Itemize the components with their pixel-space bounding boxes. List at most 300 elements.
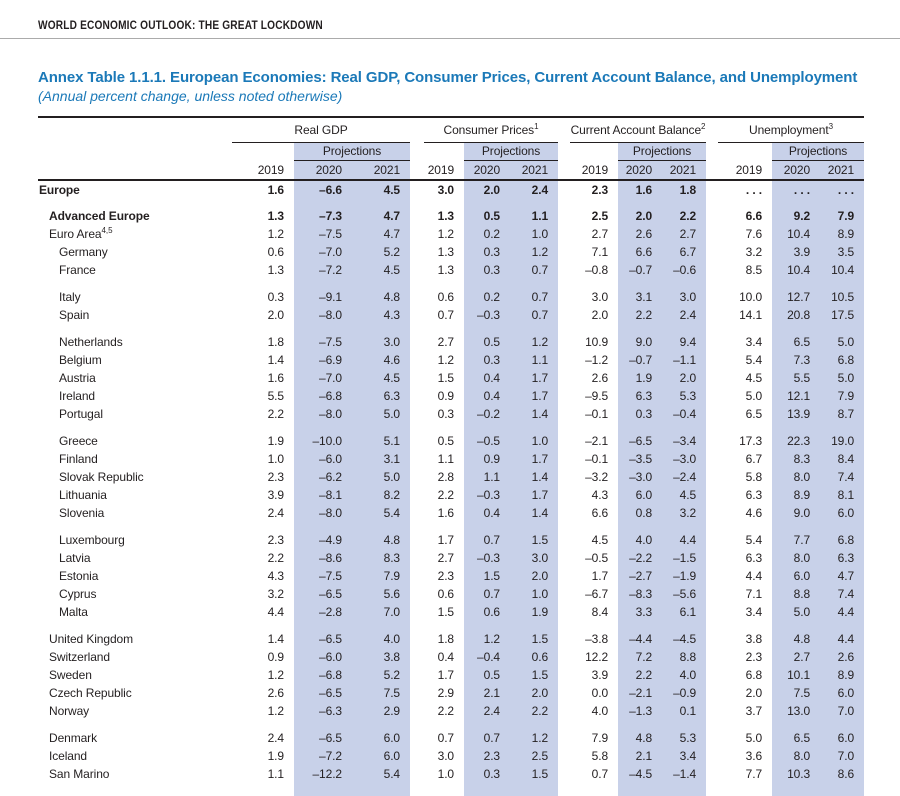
spacer [558, 369, 570, 387]
value-cell: –8.0 [294, 405, 352, 423]
country-label: Finland [59, 452, 98, 466]
highlight-band [772, 198, 864, 207]
value-cell: 13.0 [772, 702, 820, 720]
spacer [410, 522, 424, 531]
value-cell: 1.3 [267, 209, 284, 223]
value-cell: 4.5 [352, 261, 410, 279]
spacer [38, 423, 232, 432]
spacer [558, 333, 570, 351]
value-cell: –0.1 [585, 407, 609, 421]
value-cell: –2.4 [662, 468, 706, 486]
value-cell: 10.4 [772, 261, 820, 279]
spacer [424, 279, 464, 288]
spacer-row [38, 198, 864, 207]
spacer [706, 747, 718, 765]
spacer [558, 621, 570, 630]
spacer-row [38, 783, 864, 796]
value-cell: 7.4 [820, 585, 864, 603]
value-cell: 5.5 [267, 389, 284, 403]
value-cell: 2.4 [510, 180, 558, 198]
value-cell: 2.1 [618, 747, 662, 765]
value-cell: 2.0 [510, 567, 558, 585]
spacer [410, 567, 424, 585]
value-cell: 5.0 [352, 468, 410, 486]
highlight-band [618, 279, 706, 288]
year-cell: 2021 [662, 160, 706, 180]
highlight-band [294, 720, 410, 729]
value-cell: –1.9 [662, 567, 706, 585]
value-cell: 0.4 [464, 369, 510, 387]
year-cell: 2019 [570, 160, 618, 180]
spacer [718, 522, 772, 531]
header-divider [0, 38, 900, 39]
value-cell: 4.4 [267, 605, 284, 619]
value-cell: 1.9 [267, 434, 284, 448]
country-label: Advanced Europe [49, 209, 150, 223]
spacer [410, 160, 424, 180]
spacer [706, 684, 718, 702]
spacer [558, 630, 570, 648]
spacer [558, 261, 570, 279]
value-cell: 1.2 [437, 353, 455, 367]
country-label: San Marino [49, 767, 110, 781]
value-cell: 6.0 [618, 486, 662, 504]
table-row-portugal [38, 405, 864, 423]
value-cell: 0.7 [510, 306, 558, 324]
table-row-france [38, 261, 864, 279]
spacer [558, 243, 570, 261]
value-cell: 9.4 [662, 333, 706, 351]
group-header-unemployment: Unemployment$^3$ [718, 117, 864, 142]
country-label: Netherlands [59, 335, 123, 349]
spacer [410, 198, 424, 207]
value-cell: 10.4 [820, 261, 864, 279]
value-cell: –6.0 [294, 648, 352, 666]
highlight-band [294, 198, 410, 207]
value-cell: 0.7 [464, 729, 510, 747]
value-cell: 7.1 [745, 587, 763, 601]
value-cell: –6.5 [618, 432, 662, 450]
country-label: Europe [39, 182, 80, 197]
value-cell: 2.3 [267, 533, 284, 547]
spacer [706, 243, 718, 261]
spacer [410, 702, 424, 720]
value-cell: 1.9 [510, 603, 558, 621]
year-cell: 2019 [232, 160, 294, 180]
highlight-band [294, 783, 410, 796]
value-cell: 6.3 [745, 488, 763, 502]
table-row-europe [38, 180, 864, 198]
spacer [558, 666, 570, 684]
spacer [410, 351, 424, 369]
value-cell: 0.6 [464, 603, 510, 621]
value-cell: –0.7 [618, 261, 662, 279]
value-cell: –8.0 [294, 306, 352, 324]
value-cell: –8.3 [618, 585, 662, 603]
highlight-band [294, 324, 410, 333]
highlight-band [772, 522, 864, 531]
value-cell: –0.4 [464, 648, 510, 666]
spacer [558, 567, 570, 585]
value-cell: 2.3 [437, 569, 455, 583]
value-cell: 1.8 [662, 180, 706, 198]
value-cell: 0.6 [510, 648, 558, 666]
value-cell: –7.3 [294, 207, 352, 225]
spacer [558, 585, 570, 603]
value-cell: 22.3 [772, 432, 820, 450]
value-cell: 1.7 [510, 450, 558, 468]
table-row-greece [38, 432, 864, 450]
spacer [706, 783, 718, 796]
value-cell: . . . [772, 180, 820, 198]
value-cell: –7.2 [294, 261, 352, 279]
table-row-finland [38, 450, 864, 468]
value-cell: 5.8 [591, 749, 609, 763]
spacer [558, 160, 570, 180]
spacer [410, 243, 424, 261]
year-cell: 2020 [772, 160, 820, 180]
value-cell: 0.5 [464, 333, 510, 351]
value-cell: 8.8 [772, 585, 820, 603]
highlight-band [772, 279, 864, 288]
highlight-band [294, 423, 410, 432]
spacer [232, 198, 294, 207]
value-cell: 3.2 [267, 587, 284, 601]
highlight-band [294, 621, 410, 630]
value-cell: 5.8 [745, 470, 763, 484]
value-cell: –0.5 [585, 551, 609, 565]
value-cell: –2.1 [585, 434, 609, 448]
value-cell: –6.8 [294, 666, 352, 684]
spacer-row [38, 423, 864, 432]
value-cell: 8.9 [772, 486, 820, 504]
spacer [706, 198, 718, 207]
spacer [410, 261, 424, 279]
value-cell: 4.8 [352, 288, 410, 306]
projections-label: Projections [464, 142, 558, 160]
value-cell: 4.6 [745, 506, 763, 520]
spacer [410, 288, 424, 306]
value-cell: 2.7 [437, 551, 455, 565]
spacer [410, 333, 424, 351]
spacer [410, 648, 424, 666]
value-cell: 8.9 [820, 225, 864, 243]
value-cell: 2.7 [591, 227, 609, 241]
table-row-austria [38, 369, 864, 387]
value-cell: 1.9 [267, 749, 284, 763]
year-cell: 2021 [352, 160, 410, 180]
value-cell: –10.0 [294, 432, 352, 450]
projections-label: Projections [294, 142, 410, 160]
value-cell: –1.3 [618, 702, 662, 720]
highlight-band [618, 621, 706, 630]
value-cell: 3.1 [352, 450, 410, 468]
value-cell: 10.0 [739, 290, 763, 304]
value-cell: –5.6 [662, 585, 706, 603]
value-cell: 6.7 [745, 452, 763, 466]
value-cell: 0.7 [591, 767, 609, 781]
value-cell: 2.7 [662, 225, 706, 243]
value-cell: 6.8 [820, 531, 864, 549]
value-cell: 5.4 [745, 533, 763, 547]
country-label: Czech Republic [49, 686, 132, 700]
value-cell: 3.8 [745, 632, 763, 646]
value-cell: 5.0 [820, 369, 864, 387]
spacer [558, 549, 570, 567]
value-cell: 1.2 [267, 668, 284, 682]
value-cell: 0.3 [464, 351, 510, 369]
value-cell: 2.6 [267, 686, 284, 700]
country-label: Greece [59, 434, 98, 448]
value-cell: 5.4 [352, 765, 410, 783]
value-cell: 1.2 [437, 227, 455, 241]
table-row-denmark [38, 729, 864, 747]
value-cell: –0.3 [464, 306, 510, 324]
value-cell: 0.9 [464, 450, 510, 468]
value-cell: 1.2 [267, 227, 284, 241]
value-cell: 6.5 [745, 407, 763, 421]
value-cell: 1.6 [267, 182, 284, 197]
spacer [706, 729, 718, 747]
years-row [38, 160, 864, 180]
value-cell: 1.1 [510, 351, 558, 369]
country-label: United Kingdom [49, 632, 133, 646]
spacer [706, 288, 718, 306]
spacer [424, 783, 464, 796]
highlight-band [464, 279, 558, 288]
value-cell: –2.1 [618, 684, 662, 702]
value-cell: 6.0 [352, 747, 410, 765]
spacer [718, 279, 772, 288]
spacer [570, 522, 618, 531]
value-cell: 4.0 [618, 531, 662, 549]
value-cell: 1.2 [464, 630, 510, 648]
spacer [558, 288, 570, 306]
spacer [706, 405, 718, 423]
value-cell: –6.5 [294, 729, 352, 747]
spacer [424, 142, 464, 160]
value-cell: 10.5 [820, 288, 864, 306]
spacer [410, 504, 424, 522]
value-cell: 4.4 [820, 603, 864, 621]
value-cell: 8.6 [820, 765, 864, 783]
group-header-real-gdp: Real GDP [232, 117, 410, 142]
spacer [570, 621, 618, 630]
value-cell: 0.3 [464, 765, 510, 783]
value-cell: 2.2 [267, 407, 284, 421]
table-row-germany [38, 243, 864, 261]
value-cell: 6.0 [772, 567, 820, 585]
value-cell: 1.0 [510, 432, 558, 450]
value-cell: –9.5 [585, 389, 609, 403]
value-cell: 0.3 [464, 261, 510, 279]
spacer [558, 702, 570, 720]
value-cell: –6.7 [585, 587, 609, 601]
value-cell: 0.4 [437, 650, 455, 664]
spacer [558, 432, 570, 450]
group-header-consumer-prices: Consumer Prices$^1$ [424, 117, 558, 142]
value-cell: 0.7 [437, 731, 455, 745]
spacer [706, 531, 718, 549]
value-cell: 3.2 [662, 504, 706, 522]
value-cell: 8.3 [772, 450, 820, 468]
value-cell: 1.6 [618, 180, 662, 198]
value-cell: 3.0 [352, 333, 410, 351]
country-label: Spain [59, 308, 90, 322]
corner-cell [38, 117, 232, 142]
spacer [706, 720, 718, 729]
value-cell: 5.0 [820, 333, 864, 351]
value-cell: 2.0 [464, 180, 510, 198]
country-label: Slovak Republic [59, 470, 144, 484]
highlight-band [464, 783, 558, 796]
highlight-band [464, 522, 558, 531]
table-row-slovenia [38, 504, 864, 522]
value-cell: –1.2 [585, 353, 609, 367]
value-cell: 5.4 [352, 504, 410, 522]
value-cell: –7.5 [294, 225, 352, 243]
highlight-band [464, 324, 558, 333]
value-cell: 6.6 [745, 209, 763, 223]
value-cell: 6.0 [820, 504, 864, 522]
value-cell: 1.0 [510, 225, 558, 243]
value-cell: 2.4 [662, 306, 706, 324]
spacer [410, 117, 424, 142]
spacer [38, 720, 232, 729]
value-cell: 3.4 [745, 335, 763, 349]
highlight-band [772, 621, 864, 630]
value-cell: 7.6 [745, 227, 763, 241]
value-cell: 0.2 [464, 288, 510, 306]
spacer [410, 486, 424, 504]
table-row-luxembourg [38, 531, 864, 549]
country-label: Latvia [59, 551, 91, 565]
value-cell: –7.5 [294, 567, 352, 585]
value-cell: 1.1 [464, 468, 510, 486]
spacer [558, 747, 570, 765]
year-cell: 2019 [424, 160, 464, 180]
table-row-czech-republic [38, 684, 864, 702]
value-cell: 5.0 [745, 389, 763, 403]
value-cell: 2.2 [618, 666, 662, 684]
value-cell: 1.7 [437, 668, 455, 682]
value-cell: 2.5 [591, 209, 609, 223]
spacer [706, 279, 718, 288]
year-cell: 2019 [718, 160, 772, 180]
value-cell: 7.5 [352, 684, 410, 702]
spacer [718, 324, 772, 333]
spacer [706, 423, 718, 432]
spacer [718, 142, 772, 160]
value-cell: 4.4 [745, 569, 763, 583]
spacer [410, 405, 424, 423]
value-cell: 7.9 [352, 567, 410, 585]
country-label: Sweden [49, 668, 92, 682]
value-cell: 12.2 [585, 650, 609, 664]
value-cell: 4.7 [352, 207, 410, 225]
country-label: Ireland [59, 389, 95, 403]
table-subtitle: (Annual percent change, unless noted otherwise) [38, 88, 343, 104]
spacer [718, 720, 772, 729]
spacer-row [38, 279, 864, 288]
value-cell: 1.7 [510, 486, 558, 504]
country-label: Malta [59, 605, 88, 619]
spacer [38, 160, 232, 180]
value-cell: 0.6 [437, 290, 455, 304]
value-cell: 6.8 [745, 668, 763, 682]
value-cell: 3.7 [745, 704, 763, 718]
spacer [558, 387, 570, 405]
spacer [706, 549, 718, 567]
value-cell: 4.5 [745, 371, 763, 385]
value-cell: –1.4 [662, 765, 706, 783]
spacer [232, 783, 294, 796]
value-cell: 4.4 [662, 531, 706, 549]
spacer [410, 729, 424, 747]
projections-label: Projections [618, 142, 706, 160]
value-cell: 1.4 [510, 405, 558, 423]
value-cell: 8.8 [662, 648, 706, 666]
spacer [706, 765, 718, 783]
value-cell: 1.2 [510, 333, 558, 351]
value-cell: 1.4 [267, 632, 284, 646]
value-cell: 3.2 [745, 245, 763, 259]
highlight-band [464, 720, 558, 729]
value-cell: 1.7 [437, 533, 455, 547]
highlight-band [294, 522, 410, 531]
table-row-san-marino [38, 765, 864, 783]
spacer [706, 468, 718, 486]
value-cell: 1.5 [464, 567, 510, 585]
spacer [706, 567, 718, 585]
spacer [410, 747, 424, 765]
value-cell: 6.3 [618, 387, 662, 405]
highlight-band [464, 198, 558, 207]
spacer [718, 423, 772, 432]
spacer [706, 180, 718, 198]
country-label: Austria [59, 371, 96, 385]
spacer [706, 432, 718, 450]
spacer-row [38, 522, 864, 531]
value-cell: 6.6 [618, 243, 662, 261]
value-cell: –4.5 [662, 630, 706, 648]
spacer [410, 468, 424, 486]
value-cell: 2.2 [618, 306, 662, 324]
value-cell: 4.4 [820, 630, 864, 648]
spacer [232, 522, 294, 531]
value-cell: –9.1 [294, 288, 352, 306]
spacer [410, 279, 424, 288]
spacer [410, 666, 424, 684]
value-cell: 1.8 [437, 632, 455, 646]
spacer [570, 279, 618, 288]
highlight-band [618, 522, 706, 531]
value-cell: 4.0 [591, 704, 609, 718]
value-cell: 4.0 [662, 666, 706, 684]
spacer [558, 729, 570, 747]
spacer [232, 720, 294, 729]
value-cell: 1.0 [267, 452, 284, 466]
value-cell: 4.3 [352, 306, 410, 324]
spacer [410, 684, 424, 702]
spacer-row [38, 720, 864, 729]
value-cell: 1.0 [437, 767, 455, 781]
spacer [706, 486, 718, 504]
spacer [410, 387, 424, 405]
value-cell: 7.9 [820, 387, 864, 405]
value-cell: 2.0 [267, 308, 284, 322]
spacer [558, 117, 570, 142]
